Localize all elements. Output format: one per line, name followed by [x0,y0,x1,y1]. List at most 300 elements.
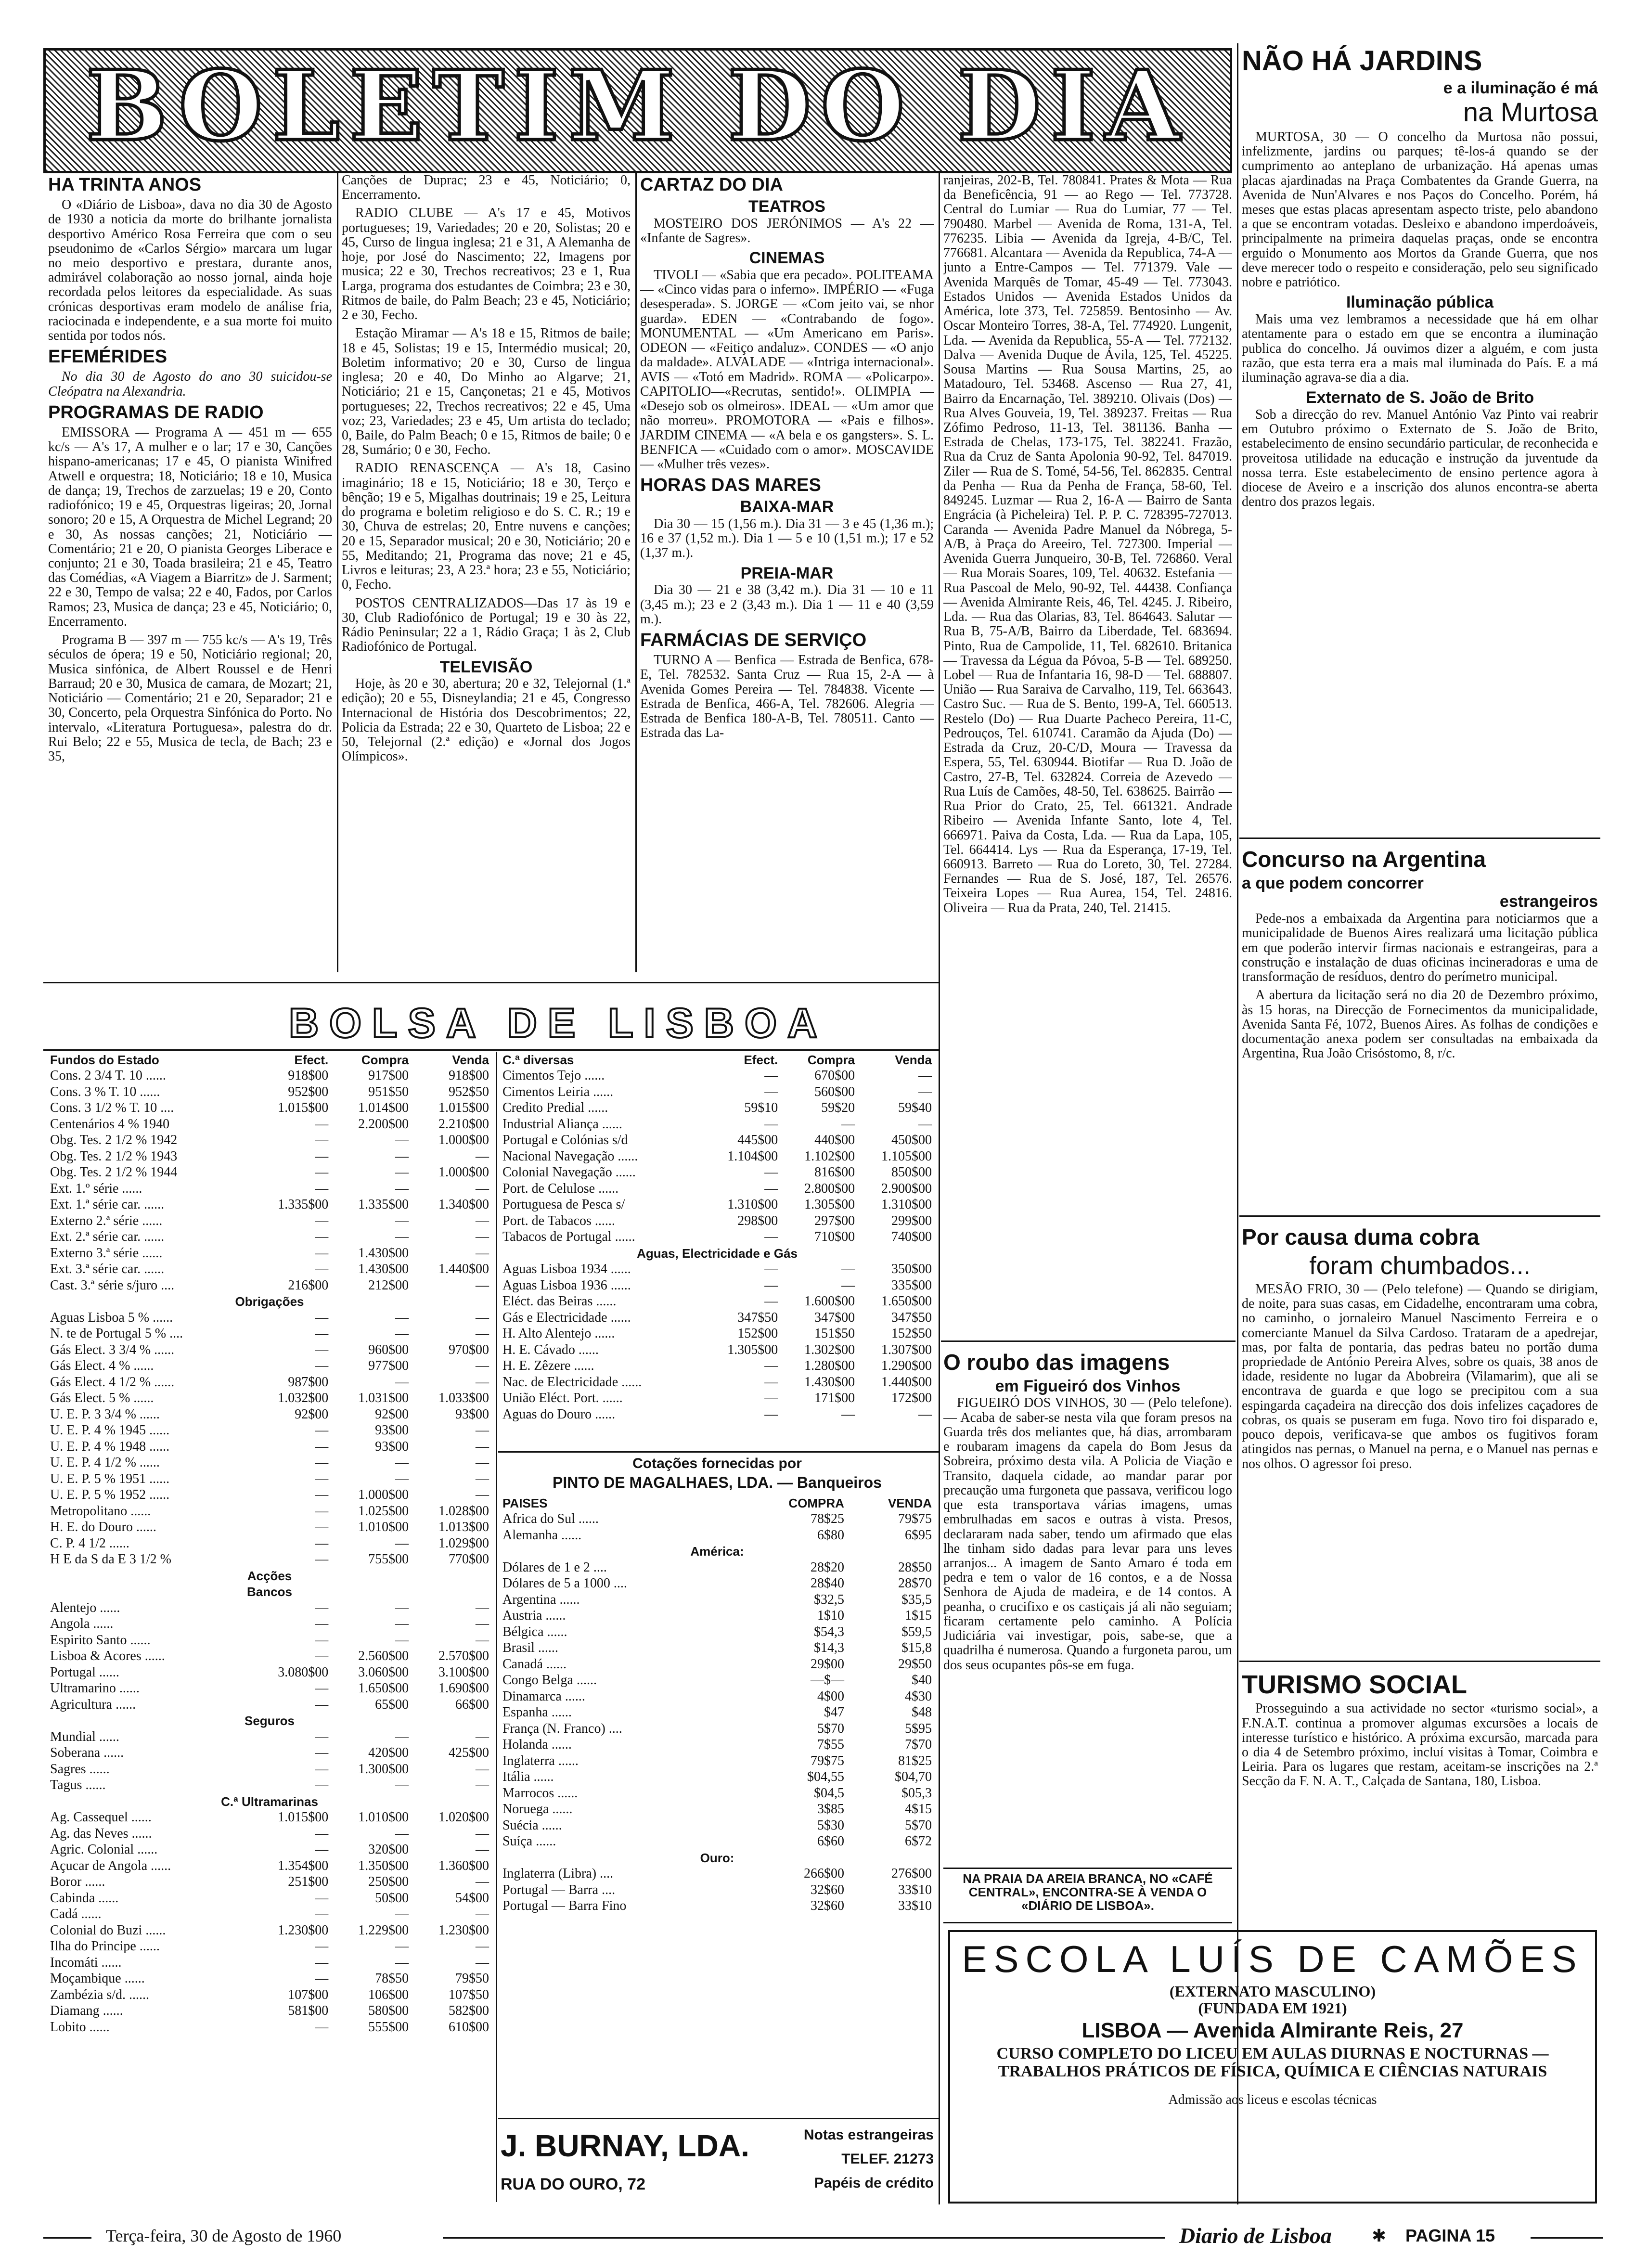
bolsa-right-label-cell: Aguas Lisboa 1936 ...... [502,1277,631,1293]
bolsa-right-value-cell: 59$40 [898,1100,932,1116]
baixa-mar-heading: BAIXA-MAR [740,498,834,516]
bolsa-left-value-cell: — [476,1778,489,1793]
bolsa-right-value-cell: 560$00 [814,1084,855,1099]
cotacoes-value-cell: 78$25 [810,1511,844,1527]
footer-paper: Diario de Lisboa [1179,2224,1332,2248]
bolsa-left-value-cell: — [315,1165,329,1180]
bolsa-left-value-cell: — [315,1423,329,1438]
radio-clube-text: RADIO CLUBE — A's 17 e 45, Motivos portugueses; 19, Variedades; 20 e 20, Solistas; 20 e 45, Curso de lingua inglesa; 21 e 31, A Alemanha de hoje, por José do Nascimento; 22, Imagens por musica; 22 e 30, Trechos recreativos; 23 e 1, Rua Larga, programa dos estudantes de Coimbra; 23 e 30, Ritmos de baile, do Palm Beach; 23 e 45, Noticiário; 2 e 30, Fecho. [342,206,631,323]
bolsa-left-value-cell: — [315,1116,329,1132]
cotacoes-value-cell: 28$50 [898,1559,932,1575]
bolsa-left-label-cell: Ext. 3.ª série car. ...... [50,1262,165,1277]
bolsa-left-value-cell: — [315,1455,329,1470]
burnay-name: J. BURNAY, LDA. [501,2128,749,2163]
bolsa-left-group-label: C.ª Ultramarinas [221,1794,318,1809]
bolsa-left-value-cell: 918$00 [449,1068,489,1083]
turismo-article [1242,1668,1598,1875]
cotacoes-label-cell: Canadá ...... [502,1656,566,1672]
bolsa-left-value-cell: 1.360$00 [438,1858,489,1873]
bolsa-left-group-label: Acções [247,1568,292,1583]
bolsa-right-group-label: Aguas, Electricidade e Gás [637,1246,798,1261]
cobra-text: MESÃO FRIO, 30 — (Pelo telefone) — Quando se dirigiam, de noite, para suas casas, em Cidadelhe, encontraram uma cobra, no caminho, o jornaleiro Manuel Nascimento Ferreira e o comerciante Manuel da Silva Cardoso. Trataram de a apedrejar, mas, por falta de pontaria, das pedras bateu no portão duma propriedade de António Pereira Alves, sobre os quais, 38 anos de idade, residente no lugar da Abobreira (Vilamarim), que ali se encontrava de guarda e que logo se precipitou com a sua espingarda caçadeira na direcção dos dois infelizes caçadores de cobras, os quais se puseram em fuga. Novo tiro foi disparado e, pouco depois, verificava-se que ambos os fugitivos foram atingidos nas pernas, o Manuel na perna, e o Manuel nas pernas e nos olhos. O agressor foi preso. [1242,1281,1598,1471]
bolsa-left-value-cell: — [395,1632,409,1648]
cotacoes-label-cell: Alemanha ...... [502,1527,582,1543]
efemerides-heading: EFEMÉRIDES [48,347,167,367]
bolsa-right-label-cell: Colonial Navegação ...... [502,1165,636,1180]
column-rule [635,173,637,972]
bolsa-left-label-cell: U. E. P. 5 % 1951 ...... [50,1471,170,1486]
roubo-heading: O roubo das imagens [943,1350,1170,1375]
cotacoes-row [501,1833,934,1850]
bolsa-left-row [48,1987,491,2003]
bolsa-left-value-cell: 1.000$00 [438,1133,489,1148]
bolsa-left-row [48,1406,491,1423]
bolsa-left-label-cell: Cons. 3 % T. 10 ...... [50,1084,160,1099]
bolsa-left-value-cell: — [476,1729,489,1744]
bolsa-left-value-cell: — [395,1310,409,1325]
bolsa-right-row [501,1342,934,1358]
bolsa-left-label-cell: Gás Elect. 4 1/2 % ...... [50,1374,175,1390]
cotacoes-header: VENDA [888,1495,932,1510]
bolsa-left-value-cell: — [395,1326,409,1341]
bolsa-right-row [501,1148,934,1165]
bolsa-left-value-cell: 93$00 [375,1423,409,1438]
bolsa-left-value-cell: 107$00 [288,1987,329,2002]
bolsa-left-row [48,1552,491,1568]
bolsa-left-value-cell: 3.100$00 [438,1664,489,1680]
bolsa-right-row [501,1277,934,1294]
bolsa-right-value-cell: — [764,1262,778,1277]
bolsa-right-value-cell: — [764,1277,778,1293]
escola-ad [948,1930,1597,2204]
cotacoes-value-cell: 81$25 [898,1753,932,1768]
cotacoes-value-cell: 28$40 [810,1576,844,1591]
bolsa-left-value-cell: 79$50 [455,1971,489,1986]
bolsa-right-value-cell: — [841,1116,855,1132]
bolsa-right-row [501,1165,934,1181]
escola-line-5: Admissão aos liceus e escolas técnicas [1168,2092,1377,2108]
bolsa-left-label-cell: Lobito ...... [50,2019,110,2035]
bolsa-right-value-cell: — [918,1116,932,1132]
bolsa-left-value-cell: — [476,1213,489,1228]
cotacoes-row [501,1753,934,1769]
bolsa-right-label-cell: Gás e Electricidade ...... [502,1310,631,1325]
bolsa-left-value-cell: 320$00 [368,1842,409,1857]
bolsa-left-value-cell: 54$00 [455,1890,489,1906]
jardins-heading: NÃO HÁ JARDINS [1242,45,1482,77]
cotacoes-row [501,1704,934,1721]
cotacoes-label-cell: França (N. Franco) .... [502,1721,622,1736]
bolsa-right-label-cell: Cimentos Leiria ...... [502,1084,614,1099]
bolsa-left-label-cell: Ilha do Principe ...... [50,1939,160,1954]
bolsa-left-value-cell: — [315,1600,329,1615]
cotacoes-value-cell: $04,55 [807,1769,844,1785]
bolsa-left-value-cell: — [315,1213,329,1228]
bolsa-left-value-cell: — [476,1229,489,1245]
cotacoes-group-label: Ouro: [700,1850,734,1865]
bolsa-left-value-cell: — [395,1455,409,1470]
bolsa-left-value-cell: 1.000$00 [358,1487,409,1503]
efemerides-text: No dia 30 de Agosto do ano 30 suicidou-se Cleópatra na Alexandria. [48,369,332,399]
bolsa-right-value-cell: 1.305$00 [727,1342,778,1357]
bolsa-left-value-cell: — [476,1423,489,1438]
bolsa-left-table-wrap [48,1052,491,2216]
bolsa-right-value-cell: 1.105$00 [881,1148,932,1164]
bolsa-right-label-cell: Credito Predial ...... [502,1100,608,1116]
bolsa-right-value-cell: — [918,1084,932,1099]
footer [43,2224,1603,2253]
bolsa-left-label-cell: Zambézia s/d. ...... [50,1987,150,2002]
bolsa-left-value-cell: — [315,1745,329,1761]
bolsa-right-value-cell: 299$00 [891,1213,932,1228]
bolsa-right-value-cell: 1.430$00 [804,1374,855,1390]
bolsa-left-value-cell: 1.229$00 [358,1922,409,1938]
bolsa-left-value-cell: 1.230$00 [278,1922,329,1938]
bolsa-right-value-cell: — [764,1391,778,1406]
bolsa-left-row [48,1858,491,1874]
bolsa-left-row [48,1213,491,1229]
cotacoes-row [501,1656,934,1673]
cotacoes-value-cell: —$— [810,1673,844,1688]
bolsa-left-label-cell: N. te de Portugal 5 % .... [50,1326,183,1341]
bolsa-left-value-cell: 106$00 [368,1987,409,2002]
bolsa-left-label-cell: Diamang ...... [50,2003,123,2019]
bolsa-right-value-cell: 1.600$00 [804,1294,855,1309]
bolsa-left-row [48,1713,491,1729]
bolsa-left-value-cell: — [476,1907,489,1922]
bolsa-left-value-cell: 1.010$00 [358,1520,409,1535]
bolsa-left-value-cell: — [315,1552,329,1567]
bolsa-left-label-cell: Ag. das Neves ...... [50,1826,152,1841]
bolsa-right-label-cell: Aguas do Douro ...... [502,1406,616,1422]
bolsa-right-label-cell: H. E. Cávado ...... [502,1342,599,1357]
cotacoes-value-cell: 7$55 [817,1737,844,1753]
bolsa-left-label-cell: U. E. P. 3 3/4 % ...... [50,1406,160,1422]
bolsa-left-value-cell: — [315,2019,329,2035]
bolsa-left-value-cell: — [315,1471,329,1486]
column-2 [342,173,631,977]
bolsa-left-value-cell: — [395,1600,409,1615]
bolsa-left-value-cell: — [395,1471,409,1486]
bolsa-left-value-cell: — [315,1133,329,1148]
jardins-subheading: e a iluminação é má [1443,78,1598,97]
bolsa-left-row [48,1245,491,1262]
cotacoes-label-cell: Dinamarca ...... [502,1688,585,1704]
cobra-article [1242,1223,1598,1656]
bolsa-left-row [48,1826,491,1842]
cotacoes-label-cell: Suécia ...... [502,1817,562,1833]
cotacoes-value-cell: 32$60 [810,1882,844,1897]
bolsa-left-row [48,1939,491,1955]
radio-programa-a: EMISSORA — Programa A — 451 m — 655 kc/s — A's 17, A mulher e o lar; 17 e 30, Canções hispano-americanas; 17 e 45, O pianista Winifred Atwell e orquestra; 18, Noticiário; 18 e 10, Musica de dança; 19, Trechos de zarzuelas; 19 e 20, Conto radiofónico; 19 e 45, Orquestras ligeiras; 20, Jornal sonoro; 20 e 15, A Orquestra de Michel Legrand; 20 e 30, As nossas canções; 21, Noticiário — Comentário; 21 e 20, O pianista Georges Liberace e conjunto; 21 e 30, Toada brasileira; 21 e 45, Teatro das Comédias, «A Viagem a Biarritz» de J. Sarment; 22 e 30, Tempo de valsa; 22 e 40, Fados, por Carlos Ramos; 23, Musica de dança; 23 e 45, Noticiário; 0, Encerramento. [48,425,332,629]
bolsa-right-value-cell: 347$50 [891,1310,932,1325]
cotacoes-row [501,1785,934,1802]
bolsa-left-value-cell: — [315,1907,329,1922]
bolsa-left-value-cell: — [315,1842,329,1857]
bolsa-right-value-cell: — [764,1294,778,1309]
bolsa-right-value-cell: 2.800$00 [804,1181,855,1196]
bolsa-left-row [48,1116,491,1133]
ha-trinta-text: O «Diário de Lisboa», dava no dia 30 de Agosto de 1930 a noticia da morte do brilhante jornalista desportivo Américo Rosa Ferreira que com o seu pseudonimo de «Carlos Sérgio» marcara um lugar no meio desportivo e prestara, durante anos, admirável colaboração ao nosso jornal, ainda hoje recordada pelos leitores da especialidade. As suas crónicas desportivas eram modelo de análise fria, raciocinada e independente, e a sua morte foi muito sentida por todos nós. [48,197,332,344]
bolsa-right-label-cell: Industrial Aliança ...... [502,1116,622,1132]
bolsa-left-row [48,1358,491,1375]
column-rule [337,173,338,972]
bolsa-left-value-cell: 216$00 [288,1277,329,1293]
bolsa-left-label-cell: Lisboa & Acores ...... [50,1649,165,1664]
bolsa-right-label-cell: Eléct. das Beiras ...... [502,1294,617,1309]
escola-line-4: CURSO COMPLETO DO LICEU EM AULAS DIURNAS E NOCTURNAS — TRABALHOS PRÁTICOS DE FÍSICA, QUÍMICA E CIÊNCIAS NATURAIS [996,2044,1549,2080]
bolsa-left-label-cell: Centenários 4 % 1940 [50,1116,170,1132]
bolsa-left-row [48,1165,491,1181]
section-rule [498,2118,939,2119]
bolsa-left-row [48,1778,491,1794]
cotacoes-value-cell: 5$70 [817,1721,844,1736]
bolsa-left-value-cell: — [315,1616,329,1632]
bolsa-right-table [501,1052,934,1423]
section-rule [941,1340,1236,1342]
bolsa-left-label-cell: Sagres ...... [50,1761,110,1777]
bolsa-left-value-cell: 92$00 [295,1406,329,1422]
bolsa-right-header: Venda [895,1052,932,1067]
bolsa-left-value-cell: — [395,1133,409,1148]
bolsa-left-value-cell: — [476,1277,489,1293]
areia-notice [943,1868,1232,1923]
cotacoes-label-cell: Dólares de 5 a 1000 .... [502,1576,627,1591]
bolsa-left-value-cell: 951$50 [368,1084,409,1099]
bolsa-right-value-cell: 740$00 [891,1229,932,1245]
cotacoes-value-cell: 29$50 [898,1656,932,1672]
bolsa-right-value-cell: 347$50 [737,1310,778,1325]
bolsa-right-value-cell: 1.307$00 [881,1342,932,1357]
bolsa-left-label-cell: H E da S da E 3 1/2 % [50,1552,171,1567]
bolsa-left-value-cell: 78$50 [375,1971,409,1986]
bolsa-left-label-cell: Externo 2.ª série ...... [50,1213,163,1228]
bolsa-left-value-cell: 212$00 [368,1277,409,1293]
bolsa-right-value-cell: 1.280$00 [804,1358,855,1374]
renascenca-text: RADIO RENASCENÇA — A's 18, Casino imaginário; 18 e 15, Noticiário; 18 e 30, Terço e bênção; 19 e 5, Migalhas doutrinais; 19 e 25, Leitura do programa e boletim religioso e do S. C. R.; 19 e 30, Chuva de estrelas; 20, Entre nuvens e canções; 20 e 15, Separador musical; 20 e 30, Noticiário; 20 e 55, Meditando; 21, Programa das nove; 21 e 45, Livros e leituras; 23, A 23.ª hora; 23 e 55, Noticiário; 0, Fecho. [342,461,631,593]
bolsa-left-value-cell: — [476,1358,489,1374]
cotacoes-row [501,1672,934,1688]
bolsa-right-row [501,1213,934,1229]
bolsa-left-value-cell: 555$00 [368,2019,409,2035]
cotacoes-value-cell: 29$00 [810,1656,844,1672]
bolsa-right-label-cell: H. E. Zêzere ...... [502,1358,594,1374]
bolsa-left-value-cell: — [476,1616,489,1632]
bolsa-right-value-cell: 450$00 [891,1133,932,1148]
cotacoes-value-cell: 5$95 [905,1721,932,1736]
bolsa-right-label-cell: Nac. de Electricidade ...... [502,1374,642,1390]
externato-text: Sob a direcção do rev. Manuel António Vaz Pinto vai reabrir em Outubro próximo o Externato de S. João de Brito, estabelecimento de ensino secundário particular, de reconhecida e proveitosa utilidade na educação e instrução da juventude da nossa terra. Este estabelecimento de ensino pertence agora à diocese de Aveiro e a inscrição dos alunos encontra-se aberta dentro dos prazos legais. [1242,407,1598,510]
bolsa-left-value-cell: 1.015$00 [278,1810,329,1825]
bolsa-left-value-cell: 251$00 [288,1874,329,1890]
bolsa-right-row [501,1374,934,1391]
footer-rule-left [43,2237,91,2239]
bolsa-right-label-cell: Port. de Celulose ...... [502,1181,619,1196]
bolsa-left-value-cell: 3.060$00 [358,1664,409,1680]
cotacoes-row [501,1575,934,1592]
bolsa-left-value-cell: — [395,1955,409,1970]
bolsa-left-value-cell: 1.335$00 [278,1197,329,1212]
bolsa-left-value-cell: — [476,1955,489,1970]
bolsa-right-row [501,1262,934,1278]
bolsa-left-value-cell: — [476,1939,489,1954]
bolsa-left-value-cell: 755$00 [368,1552,409,1567]
cotacoes-value-cell: 266$00 [803,1866,844,1881]
cotacoes-label-cell: Austria ...... [502,1608,566,1624]
bolsa-right-label-cell: H. Alto Alentejo ...... [502,1326,615,1341]
bolsa-left-row [48,1810,491,1826]
bolsa-left-value-cell: 580$00 [368,2003,409,2019]
bolsa-right-value-cell: 172$00 [891,1391,932,1406]
bolsa-right-row [501,1391,934,1407]
bolsa-right-label-cell: União Eléct. Port. ...... [502,1391,623,1406]
bolsa-right-row [501,1100,934,1117]
bolsa-left-label-cell: Ag. Cassequel ...... [50,1810,152,1825]
bolsa-left-value-cell: — [395,1616,409,1632]
bolsa-left-group-label: Seguros [244,1714,295,1728]
cotacoes-value-cell: 6$80 [817,1527,844,1543]
bolsa-left-label-cell: Gás Elect. 3 3/4 % ...... [50,1342,175,1357]
concurso-article [1242,845,1598,1211]
bolsa-left-row [48,1423,491,1439]
cotacoes-value-cell: $54,3 [813,1624,844,1639]
bolsa-right-row [501,1310,934,1326]
bolsa-left-value-cell: — [315,1487,329,1503]
bolsa-left-value-cell: 970$00 [449,1342,489,1357]
bolsa-left-value-cell: 770$00 [449,1552,489,1567]
cotacoes-value-cell: $59,5 [901,1624,932,1639]
bolsa-left-label-cell: Colonial do Buzi ...... [50,1922,166,1938]
bolsa-right-row [501,1084,934,1100]
bolsa-left-label-cell: Externo 3.ª série ...... [50,1245,163,1261]
cotacoes-value-cell: $40 [912,1673,932,1688]
bolsa-left-value-cell: — [315,1326,329,1341]
bolsa-left-value-cell: 93$00 [455,1406,489,1422]
masthead-title: BOLETIM DO DIA [86,50,1190,163]
bolsa-left-value-cell: — [315,1649,329,1664]
bolsa-left-label-cell: Cons. 3 1/2 % T. 10 .... [50,1100,174,1116]
iluminacao-heading: Iluminação pública [1346,293,1494,312]
bolsa-right-value-cell: — [841,1262,855,1277]
bolsa-left-value-cell: — [315,1778,329,1793]
bolsa-left-row [48,1197,491,1213]
bolsa-left-value-cell: — [395,1729,409,1744]
bolsa-left-row [48,1616,491,1633]
bolsa-left-value-cell: — [395,1907,409,1922]
bolsa-left-value-cell: 1.230$00 [438,1922,489,1938]
bolsa-right-label-cell: Portuguesa de Pesca s/ [502,1197,625,1212]
cotacoes-value-cell: 3$85 [817,1802,844,1817]
cotacoes-row [501,1511,934,1527]
bolsa-left-value-cell: — [315,1358,329,1374]
bolsa-left-label-cell: Alentejo ...... [50,1600,120,1615]
bolsa-left-value-cell: — [395,1374,409,1390]
cotacoes-row [501,1559,934,1576]
tv-heading: TELEVISÃO [439,657,533,676]
cotacoes-value-cell: 1$15 [905,1608,932,1624]
bolsa-right-header: Compra [807,1052,855,1067]
bolsa-right-value-cell: — [764,1406,778,1422]
column-1 [48,173,332,977]
bolsa-left-header: Venda [452,1052,489,1067]
cotacoes-value-cell: $47 [824,1705,844,1720]
cotacoes-value-cell: 4$15 [905,1802,932,1817]
bolsa-left-value-cell: 107$50 [449,1987,489,2002]
bolsa-right-value-cell: — [764,1181,778,1196]
bolsa-left-value-cell: 92$00 [375,1406,409,1422]
bolsa-right-value-cell: 1.302$00 [804,1342,855,1357]
footer-star: ✱ [1372,2226,1387,2245]
bolsa-left-value-cell: — [315,1503,329,1519]
cotacoes-value-cell: 4$30 [905,1688,932,1704]
bolsa-left-value-cell: — [395,1939,409,1954]
cotacoes-value-cell: 276$00 [891,1866,932,1881]
bolsa-left-label-cell: Ext. 1.º série ...... [50,1181,142,1196]
bolsa-left-value-cell: 1.031$00 [358,1391,409,1406]
radio-programa-b: Programa B — 397 m — 755 kc/s — A's 19, Três séculos de ópera; 19 e 50, Noticiário regional; 20, Musica sinfónica, de Albert Roussel e de Henri Barraud; 20 e 30, Musica de camara, de Mozart; 21, Noticiário — Comentário; 21 e 20, Separador; 21 e 30, Concerto, pela Orquestra Sinfónica do Porto. No intervalo, «Literatura Portuguesa», palestra do dr. Rui Belo; 22 e 55, Musica de tecla, de Bach; 23 e 35, [48,632,332,764]
bolsa-left-value-cell: — [315,1681,329,1696]
cotacoes-value-cell: $48 [912,1705,932,1720]
column-rule [496,1052,497,2202]
bolsa-right-row [501,1181,934,1197]
burnay-line-3: Papéis de crédito [814,2175,934,2191]
burnay-line-1: Notas estrangeiras [803,2127,934,2143]
bolsa-right-table-wrap [501,1052,934,1446]
cotacoes-value-cell: 7$70 [905,1737,932,1753]
bolsa-left-label-cell: Açucar de Angola ...... [50,1858,171,1873]
cotacoes-group-label: América: [690,1544,744,1559]
bolsa-left-header: Fundos do Estado [50,1052,159,1067]
bolsa-right-row [501,1229,934,1246]
section-rule [498,1451,939,1453]
bolsa-left-value-cell: — [315,1229,329,1245]
bolsa-left-value-cell: 1.340$00 [438,1197,489,1212]
cotacoes-value-cell: 5$70 [905,1817,932,1833]
bolsa-left-row [48,1068,491,1084]
bolsa-right-row [501,1406,934,1423]
cotacoes-line-1: Cotações fornecidas por [632,1456,802,1471]
concurso-subheading-2: estrangeiros [1499,892,1598,911]
areia-notice-text: NA PRAIA DA AREIA BRANCA, NO «CAFÉ CENTRAL», ENCONTRA-SE À VENDA O «DIÁRIO DE LISBOA». [963,1871,1213,1913]
bolsa-left-value-cell: — [315,1971,329,1986]
bolsa-left-value-cell: 1.350$00 [358,1858,409,1873]
bolsa-right-value-cell: — [764,1084,778,1099]
bolsa-left-label-cell: Gás Elect. 5 % ...... [50,1391,154,1406]
cotacoes-label-cell: Bélgica ...... [502,1624,567,1639]
cotacoes-row [501,1688,934,1705]
bolsa-left-row [48,1374,491,1391]
bolsa-left-value-cell: 1.029$00 [438,1535,489,1551]
bolsa-left-value-cell: 952$50 [449,1084,489,1099]
bolsa-right-row [501,1197,934,1213]
bolsa-left-label-cell: Ext. 1.ª série car. ...... [50,1197,165,1212]
bolsa-left-value-cell: 977$00 [368,1358,409,1374]
bolsa-right-value-cell: 1.102$00 [804,1148,855,1164]
bolsa-left-value-cell: 2.200$00 [358,1116,409,1132]
bolsa-left-value-cell: — [315,1148,329,1164]
radio-heading: PROGRAMAS DE RADIO [48,402,264,423]
bolsa-right-value-cell: 2.900$00 [881,1181,932,1196]
bolsa-left-value-cell: 1.033$00 [438,1391,489,1406]
bolsa-left-value-cell: 1.015$00 [438,1100,489,1116]
cartaz-heading: CARTAZ DO DIA [640,175,783,195]
cotacoes-label-cell: Marrocos ...... [502,1785,578,1801]
bolsa-right-value-cell: 59$10 [744,1100,778,1116]
bolsa-right-value-cell: 335$00 [891,1277,932,1293]
bolsa-left-label-cell: Incomáti ...... [50,1955,122,1970]
bolsa-left-value-cell: 610$00 [449,2019,489,2035]
bolsa-right-value-cell: 445$00 [737,1133,778,1148]
